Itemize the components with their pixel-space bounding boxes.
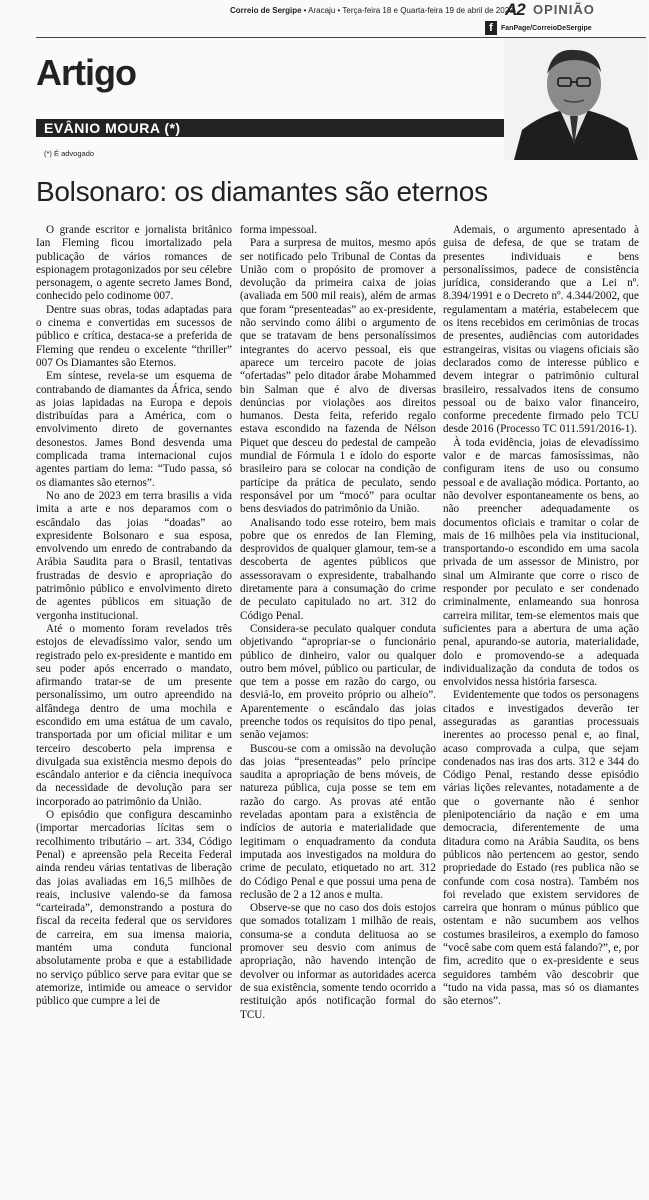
publication-bar — [230, 2, 649, 18]
paragraph: Dentre suas obras, todas adaptadas para o cinema e convertidas em sucessos de público e crítica, destaca-se a preferida de Fleming que rendeu o excelente “thriller” 007 Os Diamantes são Eternos. — [36, 303, 232, 369]
paragraph: Ademais, o argumento apresentado à guisa de defesa, de que se tratam de presentes individuais e bens personalíssimos, padece de consistência jurídica, considerando que a Lei nº. 8.394/1991 e o Decreto nº. 4.344/2002, que regulamentam a matéria, estabelecem que os itens recebidos em cerimônias de trocas de presentes, audiências com autoridades estrangeiras, visitas ou viagens oficiais são declarados como de interesse público e devem integrar o patrimônio cultural brasileiro, ressalvados itens de consumo pessoal ou de baixo valor financeiro, conforme precedente firmado pelo TCU desde 2016 (Processo TC 011.591/2016-1). — [443, 224, 639, 436]
author-role: (*) É advogado — [44, 149, 95, 158]
paragraph: Analisando todo esse roteiro, bem mais pobre que os enredos de Ian Fleming, desprovidos de qualquer glamour, tem-se a descoberta de agentes públicos que assessoravam o expresidente, trabalhando diretamente para a consumação do crime de peculato capitulado no art. 312 do Código Penal. — [240, 516, 436, 622]
paragraph: Considera-se peculato qualquer conduta objetivando “apropriar-se o funcionário público de dinheiro, valor ou qualquer outro bem móvel, público ou particular, de que tem a posse em razão do cargo, ou desviá-lo, em proveito próprio ou alheio”. Aparentemente o escândalo das joias preenche todos os requisitos do tipo penal, senão vejamos: — [240, 622, 436, 742]
paragraph: Para a surpresa de muitos, mesmo após ser notificado pelo Tribunal de Contas da União com o propósito de promover a devolução da primeira caixa de joias (avaliada em 500 mil reais), além de armas que foram “presenteadas” ao ex-presidente, não servindo como álibi o argumento de que se tratavam de bens personalíssimos integrantes do acervo pessoal, eis que aparece um terceiro pacote de joias “ofertadas” pelo ditador árabe Mohammed bin Salman que é alvo de diversas denúncias por violações aos direitos humanos. Desta feita, referido regalo estava escondido na fazenda de Nélson Piquet que desceu do pedestal de campeão mundial de Fórmula 1 e ídolo do esporte brasileiro para se colocar na condição de partícipe da prática de peculato, sendo responsável por um “mocó” para ocultar bens desviados do patrimônio da União. — [240, 237, 436, 516]
paragraph: O episódio que configura descaminho (importar mercadorias lícitas sem o recolhimento tributário – art. 334, Código Penal) e apreensão pela Receita Federal ainda rendeu várias tentativas de liberação das joias avaliadas em 16,5 milhões de reais, inclusive valendo-se da famosa “carteirada”, demonstrando a postura do fiscal da receita federal que os servidores de carreira, em sua imensa maioria, mantém uma conduta funcional absolutamente proba e que a estabilidade no serviço público serve para evitar que se atemorize, intimide ou ameace o servidor público que cumpre a lei de — [36, 809, 232, 1008]
page-number: A2 — [505, 0, 525, 19]
article-column-3 — [443, 224, 639, 1009]
article-column-2 — [240, 224, 436, 1022]
paragraph: Buscou-se com a omissão na devolução das joias “presenteadas” pelo príncipe saudita a apropriação de bens móveis, de natureza pública, cuja posse se tem em razão do cargo. As provas até então reveladas apontam para a existência de indícios de autoria e materialidade que legitimam o enquadramento da conduta imputada aos investigados na moldura do crime de peculato, etiquetado no art. 312 do Código Penal e que possui uma pena de reclusão de 2 a 12 anos e multa. — [240, 742, 436, 901]
paragraph: O grande escritor e jornalista britânico Ian Fleming ficou imortalizado pela publicação de vários romances de espionagem protagonizados por seu célebre personagem, o agente secreto James Bond, conhecido pelo codinome 007. — [36, 224, 232, 303]
paragraph: À toda evidência, joias de elevadíssimo valor e de marcas famosíssimas, não configuram itens de uso ou consumo pessoal e de avaliação módica. Portanto, ao não devolver espontaneamente os bens, ao não preencher adequadamente os documentos oficiais e tramitar o colar de mais de 16 milhões pela via institucional, transportando-o escondido em uma sacola privada de um assessor de Ministro, por sinal um Almirante que corre o risco de responder por peculato e ser condenado criminalmente, enlameando sua honrosa carreira militar, tem-se elementos mais que suficientes para a abertura de uma ação penal, apurando-se autoria, materialidade, dolo e promovendo-se a adequada individualização da conduta de todos os envolvidos nessa história farsesca. — [443, 436, 639, 689]
paragraph: No ano de 2023 em terra brasilis a vida imita a arte e nos deparamos com o escândalo das joias “doadas” ao expresidente Bolsonaro e sua esposa, envolvendo um enredo de contrabando da Arábia Saudita para o Brasil, tentativas frustradas de desvio e apropriação do patrimônio público e envolvimento direto de agentes públicos em situação de vergonha institucional. — [36, 489, 232, 622]
article-column-1 — [36, 224, 232, 1009]
paragraph: Observe-se que no caso dos dois estojos que somados totalizam 1 milhão de reais, consuma-se a conduta delituosa ao se promover seu desvio com animus de apropriação, não havendo intenção de devolver ou informar as autoridades acerca de sua existência, somente tendo ocorrido a restituição após notificação formal do TCU. — [240, 902, 436, 1021]
headline: Bolsonaro: os diamantes são eternos — [36, 176, 488, 207]
facebook-icon: f — [485, 21, 497, 35]
facebook-handle: FanPage/CorreioDeSergipe — [501, 24, 592, 32]
author-name: EVÂNIO MOURA (*) — [44, 120, 181, 136]
paragraph: Até o momento foram revelados três estojos de elevadíssimo valor, sendo um registrado pelo ex-presidente e mantido em seu poder após encerrado o mandato, afirmando tratar-se de um presente personalíssimo, um outro apreendido na alfândega dentro de uma mochila e escondido em uma estátua de um cavalo, transportada por um oficial militar e um terceiro descoberto pela imprensa e divulgada sua existência mesmo depois do escândalo anterior e da ciência inequívoca da necessidade de devolução para ser incorporado ao patrimônio da União. — [36, 622, 232, 808]
publication-date: • Aracaju • Terça-feira 18 e Quarta-feira 19 de abril de 2023 — [303, 5, 514, 15]
section-kicker: Artigo — [36, 52, 136, 93]
section-name: OPINIÃO — [533, 2, 595, 17]
author-photo — [504, 38, 648, 160]
paragraph: Em síntese, revela-se um esquema de contrabando de diamantes da África, sendo as joias lapidadas na Europa e depois distribuídas para a América, com o envolvimento direto de governantes desonestos. James Bond desvenda uma complicada trama internacional cujos agentes partiam do lema: “Tudo passa, só os diamantes são eternos”. — [36, 370, 232, 489]
facebook-line — [485, 20, 645, 36]
publication-name: Correio de Sergipe — [230, 5, 302, 15]
paragraph: forma impessoal. — [240, 224, 318, 236]
paragraph: Evidentemente que todos os personagens citados e investigados deverão ter asseguradas as garantias processuais inerentes ao processo penal e, ao final, acaso comprovada a culpa, que sejam condenados nas iras dos arts. 312 e 344 do Código Penal, restando desse episódio várias lições relevantes, notadamente a de que o governante não é senhor plenipotenciário da nação e em uma democracia, diferentemente de uma ditadura como na Arábia Saudita, os bens públicos não pertencem ao gestor, sendo propriedade do Estado (res publica não se confunde com cosa nostra). Também nos foi revelado que existem servidores de carreira que honram o múnus público que ostentam e não sucumbem aos velhos costumes brasileiros, a exemplo do famoso “você sabe com quem está falando?”, e, por fim, acredito que o ex-presidente e seus seguidores também vão descobrir que “tudo na vida passa, mas só os diamantes são eternos”. — [443, 689, 639, 1008]
